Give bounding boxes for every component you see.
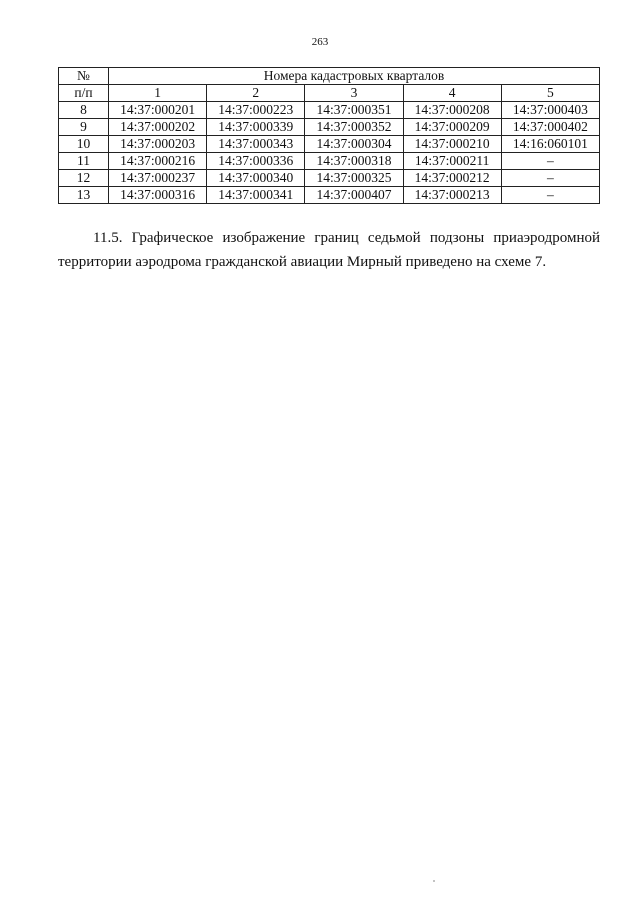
table-cell: 14:37:000237: [109, 170, 207, 187]
row-number: 13: [59, 187, 109, 204]
table-cell: 14:37:000351: [305, 102, 403, 119]
row-number: 10: [59, 136, 109, 153]
header-row-number-label: №: [59, 68, 109, 85]
table-cell: 14:37:000211: [403, 153, 501, 170]
table-cell: 14:37:000203: [109, 136, 207, 153]
table-cell: 14:37:000343: [207, 136, 305, 153]
table-cell: 14:37:000318: [305, 153, 403, 170]
table-cell: 14:37:000352: [305, 119, 403, 136]
table-cell: 14:37:000336: [207, 153, 305, 170]
table-cell: 14:37:000209: [403, 119, 501, 136]
header-cadastral-quarters: Номера кадастровых кварталов: [109, 68, 600, 85]
paragraph-line-2: территории аэродрома гражданской авиации Мирный приведено на схеме 7.: [58, 254, 547, 270]
column-number: 4: [403, 85, 501, 102]
table-cell: 14:37:000202: [109, 119, 207, 136]
column-number: 5: [501, 85, 599, 102]
table-row: [59, 119, 600, 136]
table-cell: 14:37:000403: [501, 102, 599, 119]
table-cell: 14:37:000325: [305, 170, 403, 187]
row-number: 11: [59, 153, 109, 170]
table-cell: 14:37:000210: [403, 136, 501, 153]
column-number: 2: [207, 85, 305, 102]
table-cell: –: [501, 153, 599, 170]
table-cell: 14:37:000407: [305, 187, 403, 204]
table-cell: 14:37:000212: [403, 170, 501, 187]
column-number: 1: [109, 85, 207, 102]
column-number: 3: [305, 85, 403, 102]
row-number: 8: [59, 102, 109, 119]
table-cell: 14:37:000201: [109, 102, 207, 119]
table-row: [59, 102, 600, 119]
table-row: [59, 187, 600, 204]
table-cell: –: [501, 187, 599, 204]
table-cell: 14:37:000340: [207, 170, 305, 187]
table-cell: 14:37:000213: [403, 187, 501, 204]
header-row-number-sublabel: п/п: [59, 85, 109, 102]
table-cell: 14:37:000402: [501, 119, 599, 136]
table-cell: 14:37:000316: [109, 187, 207, 204]
row-number: 12: [59, 170, 109, 187]
table-row: [59, 153, 600, 170]
paragraph-line-1: 11.5. Графическое изображение границ седьмой подзоны приаэродромной: [93, 230, 600, 246]
table-cell: –: [501, 170, 599, 187]
table-cell: 14:37:000339: [207, 119, 305, 136]
table-cell: 14:37:000223: [207, 102, 305, 119]
page-number: 263: [311, 36, 329, 48]
row-number: 9: [59, 119, 109, 136]
table-cell: 14:16:060101: [501, 136, 599, 153]
table-body: [59, 102, 600, 204]
table-row: [59, 136, 600, 153]
table-cell: 14:37:000341: [207, 187, 305, 204]
table-cell: 14:37:000304: [305, 136, 403, 153]
cadastral-quarters-table: [58, 67, 600, 204]
table-header-row: [59, 68, 600, 85]
table-cell: 14:37:000216: [109, 153, 207, 170]
table-cell: 14:37:000208: [403, 102, 501, 119]
table-row: [59, 170, 600, 187]
table-column-numbers-row: [59, 85, 600, 102]
scan-speck: [433, 880, 435, 882]
